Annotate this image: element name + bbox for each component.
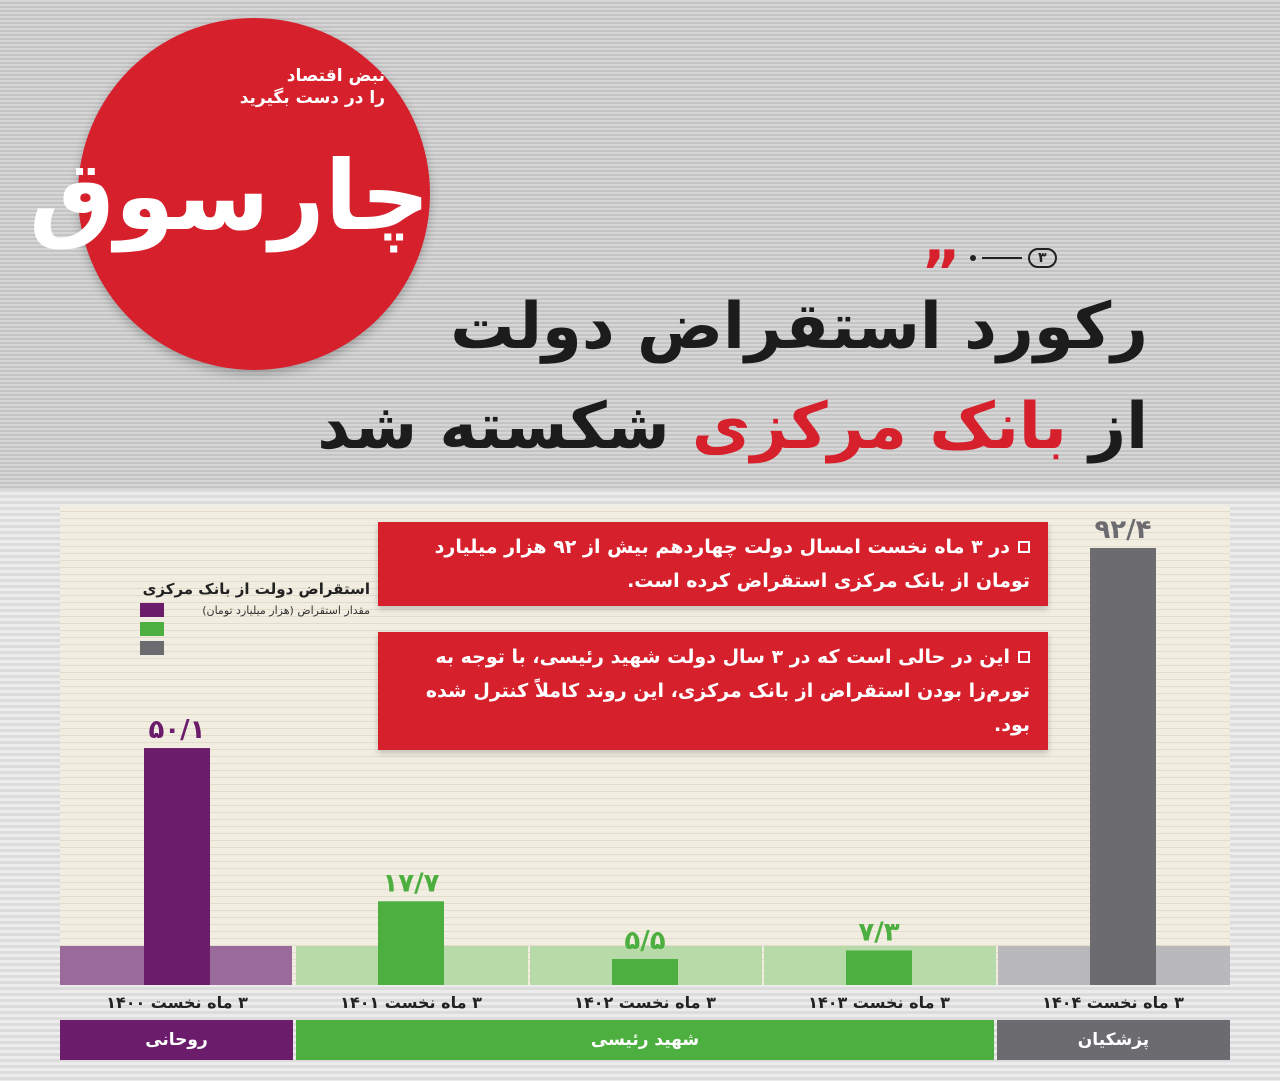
- x-tick-label: ۳ ماه نخست ۱۴۰۱: [340, 993, 482, 1012]
- note-box-2: [378, 632, 1048, 750]
- x-tick-label: ۳ ماه نخست ۱۴۰۲: [574, 993, 716, 1012]
- bullet-icon: [1018, 541, 1030, 553]
- legend-row-pezeshkian: [140, 641, 370, 655]
- bar-value-label: ۱۷/۷: [382, 868, 440, 899]
- bar-value-label: ۹۲/۴: [1094, 515, 1152, 545]
- brand-logo-text: چارسوق: [29, 140, 430, 252]
- legend-row-rouhani: [140, 603, 370, 617]
- legend-swatch-purple: [140, 603, 164, 617]
- bar-value-label: ۷/۳: [858, 917, 900, 948]
- bar: [144, 748, 210, 985]
- legend-title: استقراض دولت از بانک مرکزی: [142, 580, 370, 598]
- bar: [846, 950, 912, 985]
- brand-slogan-line1: نبض اقتصاد: [286, 66, 385, 86]
- page-number-badge: ۳: [1028, 248, 1057, 268]
- brand-slogan-line2: را در دست بگیرید: [239, 88, 385, 108]
- x-tick-label: ۳ ماه نخست ۱۴۰۳: [808, 993, 950, 1012]
- bar: [378, 901, 444, 985]
- legend-swatch-green: [140, 622, 164, 636]
- bar: [612, 959, 678, 985]
- legend-row-raisi: [140, 622, 370, 636]
- government-label-raisi: شهید رئیسی: [296, 1020, 994, 1060]
- headline-line1: رکورد استقراض دولت: [450, 290, 1148, 364]
- quote-mark-icon: ”: [921, 238, 961, 308]
- bar-value-label: ۵/۵: [624, 925, 666, 956]
- note-text-2: این در حالی است که در ۳ سال دولت شهید رئیسی، با توجه به تورم‌زا بودن استقراض از بانک مرکزی، این روند کاملاً کنترل شده بود.: [425, 646, 1030, 736]
- headline-line2-highlight: بانک مرکزی: [691, 390, 1067, 464]
- note-text-1: در ۳ ماه نخست امسال دولت چهاردهم بیش از ۹۲ هزار میلیارد تومان از بانک مرکزی استقراض کرده است.: [434, 536, 1030, 592]
- government-label-pezeshkian: پزشکیان: [997, 1020, 1230, 1060]
- bar: [1090, 548, 1156, 985]
- bar-value-label: ۵۰/۱: [148, 715, 206, 746]
- x-tick-label: ۳ ماه نخست ۱۴۰۴: [1042, 993, 1184, 1012]
- bullet-icon: [1018, 651, 1030, 663]
- legend-swatch-gray: [140, 641, 164, 655]
- headline-line2-post: شکسته شد: [317, 390, 692, 464]
- government-label-rouhani: روحانی: [60, 1020, 293, 1060]
- x-tick-label: ۳ ماه نخست ۱۴۰۰: [106, 993, 248, 1012]
- headline-line2-pre: از: [1066, 390, 1148, 464]
- legend-unit-label: مقدار استقراض (هزار میلیارد تومان): [202, 603, 370, 617]
- note-box-1: [378, 522, 1048, 606]
- chart-legend: [140, 580, 370, 655]
